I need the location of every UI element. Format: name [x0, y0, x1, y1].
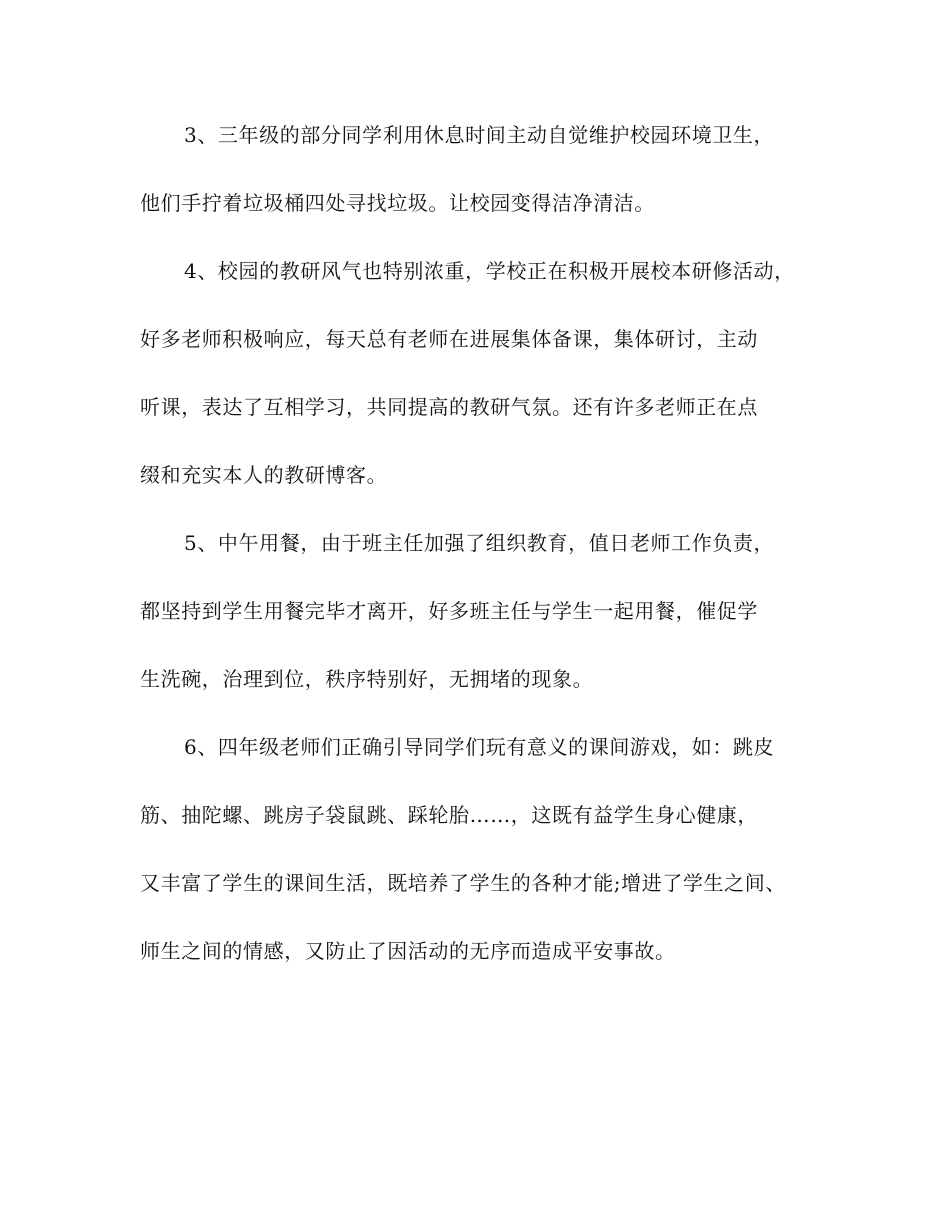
paragraph-line: 3、三年级的部分同学利用休息时间主动自觉维护校园环境卫生，: [184, 123, 775, 147]
paragraph-line: 都坚持到学生用餐完毕才离开，好多班主任与学生一起用餐，催促学: [140, 599, 758, 623]
paragraph-line: 好多老师积极响应，每天总有老师在进展集体备课，集体研讨，主动: [140, 327, 758, 351]
paragraph-4: [140, 258, 820, 489]
paragraph-line: 筋、抽陀螺、跳房子袋鼠跳、踩轮胎……，这既有益学生身心健康，: [140, 803, 758, 827]
document-body: [140, 122, 820, 1006]
paragraph-line: 他们手拧着垃圾桶四处寻找垃圾。让校园变得洁净清洁。: [140, 191, 655, 215]
paragraph-line: 6、四年级老师们正确引导同学们玩有意义的课间游戏，如：跳皮: [184, 735, 775, 759]
paragraph-line: 听课，表达了互相学习，共同提高的教研气氛。还有许多老师正在点: [140, 395, 758, 419]
paragraph-line: 4、校园的教研风气也特别浓重，学校正在积极开展校本研修活动，: [184, 259, 795, 283]
paragraph-3: [140, 122, 820, 217]
paragraph-6: [140, 734, 820, 965]
paragraph-line: 5、中午用餐，由于班主任加强了组织教育，值日老师工作负责，: [184, 531, 775, 555]
paragraph-line: 又丰富了学生的课间生活，既培养了学生的各种才能;增进了学生之间、: [140, 871, 786, 895]
paragraph-line: 生洗碗，治理到位，秩序特别好，无拥堵的现象。: [140, 667, 594, 691]
paragraph-line: 缀和充实本人的教研博客。: [140, 463, 388, 487]
paragraph-line: 师生之间的情感，又防止了因活动的无序而造成平安事故。: [140, 939, 676, 963]
paragraph-5: [140, 530, 820, 693]
